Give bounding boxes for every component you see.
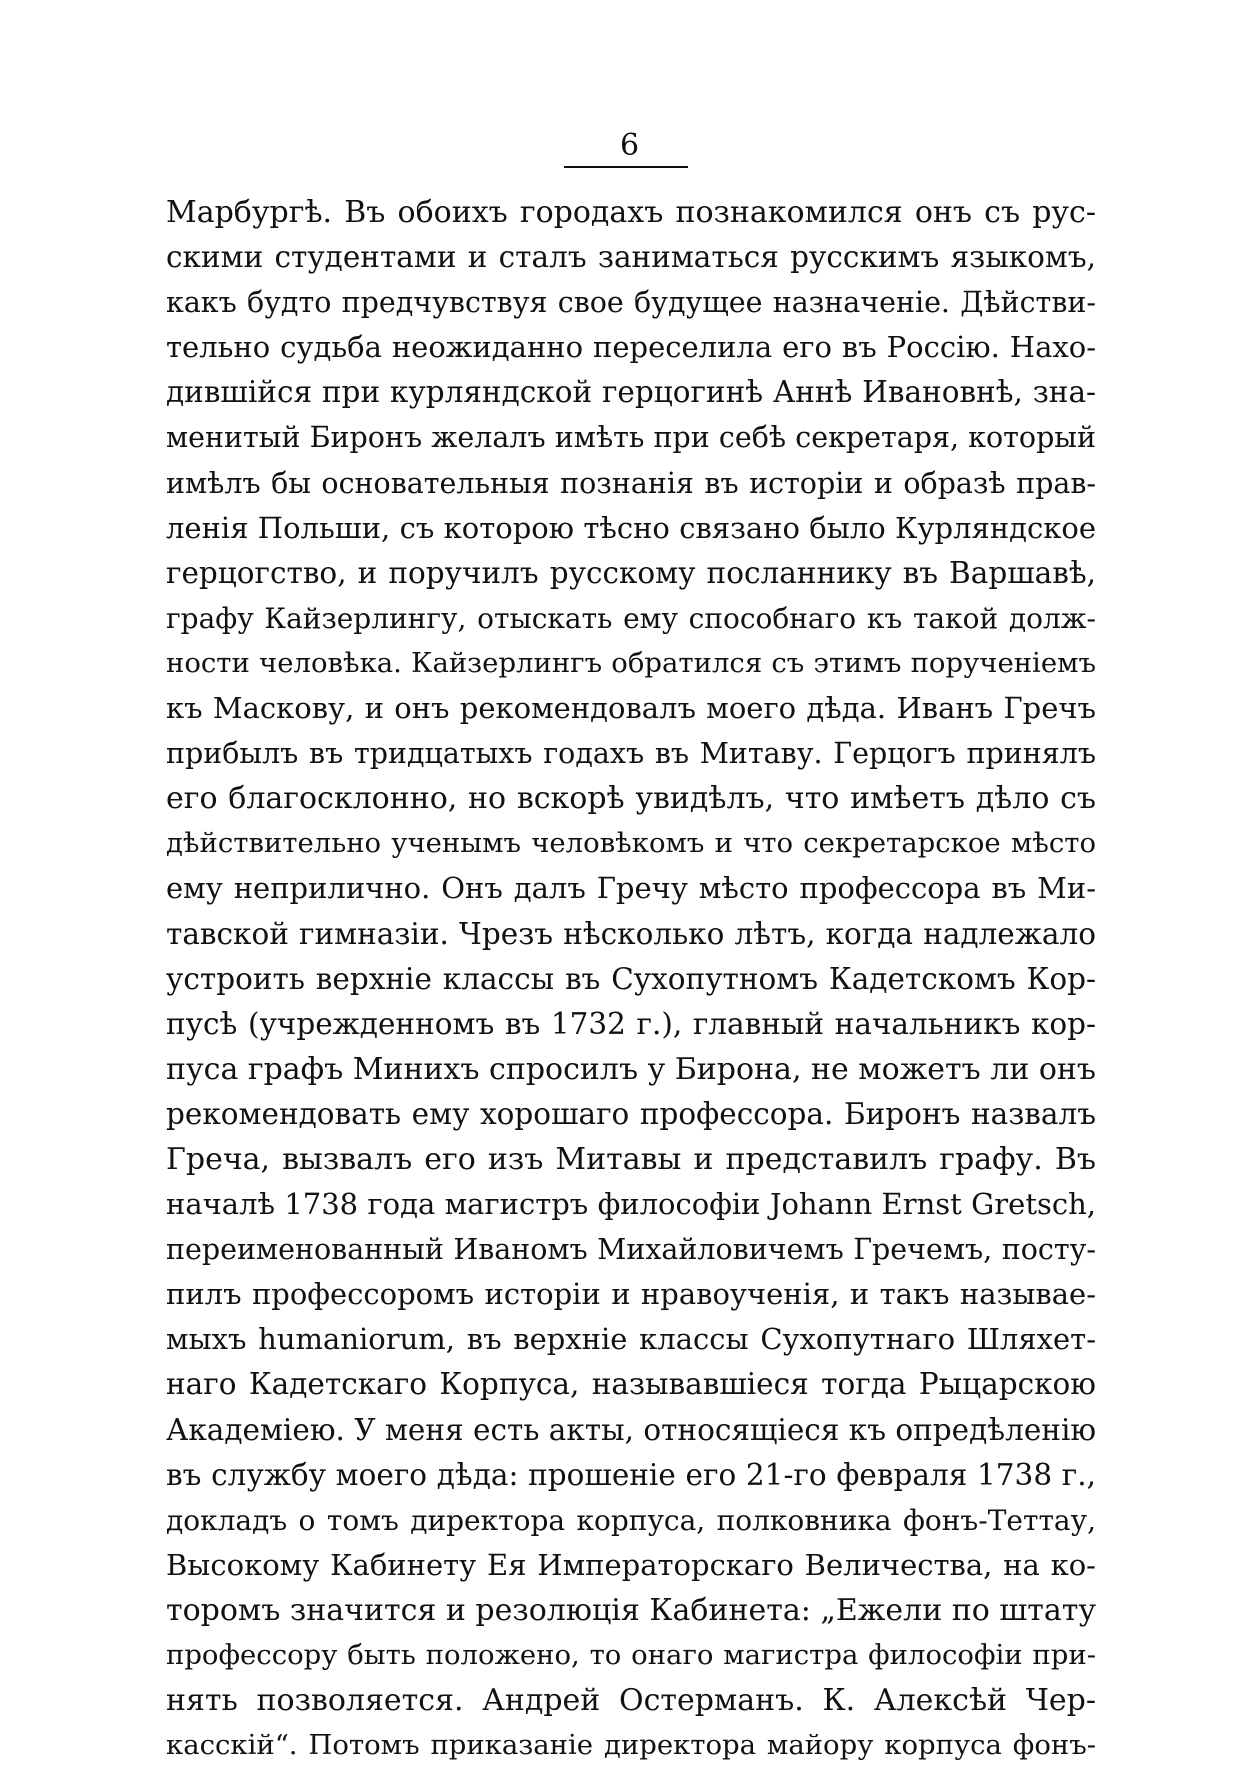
body-text [166, 190, 1096, 1768]
text-line: герцогство, и поручилъ русскому посланнику въ Варшавѣ, [166, 555, 1096, 590]
text-line: мыхъ humaniorum, въ верхніе классы Сухопутнаго Шляхет- [166, 1322, 1096, 1357]
text-line: тавской гимназіи. Чрезъ нѣсколько лѣтъ, когда надлежало [166, 916, 1096, 951]
text-line: къ Маскову, и онъ рекомендовалъ моего дѣда. Иванъ Гречъ [166, 691, 1096, 726]
text-line: Греча, вызвалъ его изъ Митавы и представилъ графу. Въ [166, 1141, 1096, 1177]
text-line: пуса графъ Минихъ спросилъ у Бирона, не можетъ ли онъ [166, 1051, 1096, 1087]
text-line: ленія Польши, съ которою тѣсно связано было Курляндское [166, 510, 1096, 545]
text-line: скими студентами и сталъ заниматься русскимъ языкомъ, [166, 240, 1096, 275]
text-line: наго Кадетскаго Корпуса, называвшіеся тогда Рыцарскою [166, 1367, 1096, 1402]
text-line: его благосклонно, но вскорѣ увидѣлъ, что имѣетъ дѣло съ [166, 781, 1096, 817]
text-line: нять позволяется. Андрей Остерманъ. К. Алексѣй Чер- [166, 1683, 1096, 1719]
text-line: Академіею. У меня есть акты, относящіеся къ опредѣленію [166, 1412, 1096, 1447]
text-line: Марбургѣ. Въ обоихъ городахъ познакомился онъ съ рус- [166, 195, 1096, 230]
text-line: прибылъ въ тридцатыхъ годахъ въ Митаву. Герцогъ принялъ [166, 737, 1096, 771]
text-line: ности человѣка. Кайзерлингъ обратился съ этимъ порученіемъ [166, 646, 1096, 679]
text-line: въ службу моего дѣда: прошеніе его 21-го февраля 1738 г., [166, 1457, 1096, 1492]
text-line: началѣ 1738 года магистръ философіи Johann Ernst Gretsch, [166, 1187, 1096, 1222]
text-line: рекомендовать ему хорошаго профессора. Биронъ назвалъ [166, 1096, 1096, 1131]
text-line: Высокому Кабинету Ея Императорскаго Величества, на ко- [166, 1547, 1096, 1582]
text-line: пусѣ (учрежденномъ въ 1732 г.), главный начальникъ кор- [166, 1006, 1096, 1041]
text-line: ему неприлично. Онъ далъ Гречу мѣсто профессора въ Ми- [166, 871, 1096, 906]
text-line: профессору быть положено, то онаго магистра философіи при- [166, 1639, 1096, 1671]
text-line: касскій“. Потомъ приказаніе директора майору корпуса фонъ- [166, 1729, 1096, 1762]
text-line: устроить верхніе классы въ Сухопутномъ Кадетскомъ Кор- [166, 961, 1096, 996]
text-line: переименованный Иваномъ Михайловичемъ Гречемъ, посту- [166, 1233, 1096, 1267]
text-line: дѣйствительно ученымъ человѣкомъ и что секретарское мѣсто [166, 827, 1096, 860]
text-line: какъ будто предчувствуя свое будущее назначеніе. Дѣйстви- [166, 286, 1096, 320]
text-line: имѣлъ бы основательныя познанія въ исторіи и образѣ прав- [166, 466, 1096, 500]
text-line: дившійся при курляндской герцогинѣ Аннѣ Ивановнѣ, зна- [166, 375, 1096, 410]
text-line: докладъ о томъ директора корпуса, полковника фонъ-Теттау, [166, 1503, 1096, 1537]
text-line: тельно судьба неожиданно переселила его въ Россію. Нахо- [166, 330, 1096, 365]
text-line: пилъ профессоромъ исторіи и нравоученія, и такъ называе- [166, 1277, 1096, 1312]
text-line: графу Кайзерлингу, отыскать ему способнаго къ такой долж- [166, 601, 1096, 635]
text-line: менитый Биронъ желалъ имѣть при себѣ секретаря, который [166, 421, 1096, 455]
page-number-rule [564, 166, 688, 168]
text-line: торомъ значится и резолюція Кабинета: „Ежели по штату [166, 1592, 1096, 1628]
page-number: 6 [619, 128, 640, 163]
